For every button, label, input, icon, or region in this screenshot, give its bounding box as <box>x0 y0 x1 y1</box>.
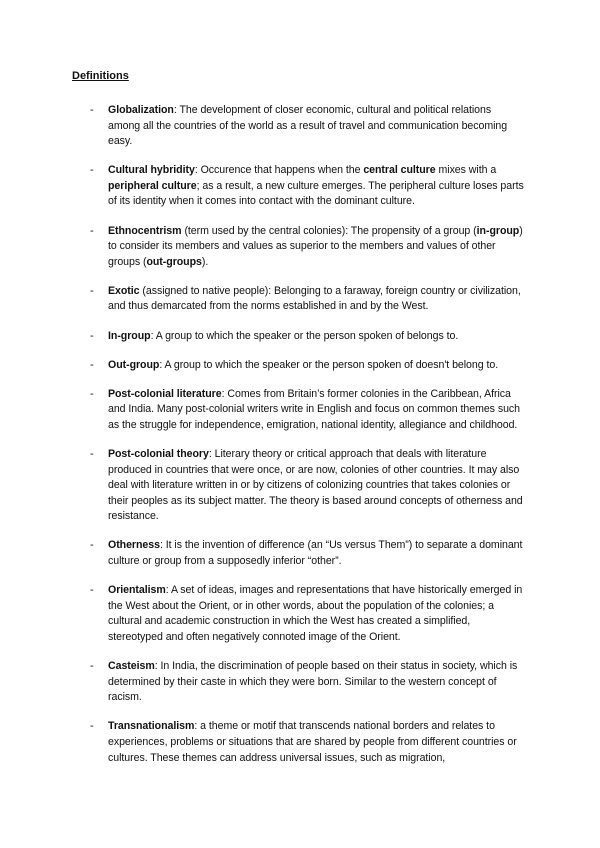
term-label: Post-colonial theory <box>108 448 209 460</box>
term-label: Orientalism <box>108 584 166 597</box>
definition-text: Transnationalism: a theme or motif that transcends national borders and relates to experiences, problems or situations that are shared by people from different countries or cultures. These themes can address universal issues, such as migration, <box>108 720 517 764</box>
bullet-dash: - <box>90 329 94 342</box>
definition-body: A group to which the speaker or the person spoken of doesn't belong to. <box>164 358 499 371</box>
definition-text <box>108 284 526 315</box>
emphasis-central-culture: central culture <box>363 164 436 177</box>
bullet-dash: - <box>90 660 94 673</box>
definition-body: In India, the discrimination of people based on their status in society, which is determined by their caste in which they were born. Similar to the western concept of racism. <box>108 660 518 704</box>
list-item-post-colonial-theory <box>0 447 600 525</box>
definition-body: Literary theory or critical approach that deals with literature produced in countries that were once, or are now, colonies of other countries. It may also deal with literature written in or by citizens of colonizing countries that takes colonies or their peoples as its subject matter. The theory is based around concepts of otherness and resistance. <box>108 448 523 523</box>
definition-text: In-group: A group to which the speaker or the person spoken of belongs to. <box>108 329 459 342</box>
bullet-dash: - <box>90 720 94 733</box>
definition-body: It is the invention of difference (an “Us versus Them”) to separate a dominant culture or group from a supposedly inferior “other”. <box>108 539 523 568</box>
term-label: Cultural hybridity <box>108 164 195 177</box>
bullet-dash: - <box>90 284 94 297</box>
definition-body: (assigned to native people): Belonging to a faraway, foreign country or civilization, and thus demarcated from the norms established in and by the West. <box>108 284 521 313</box>
emphasis-in-group: in-group <box>476 224 520 237</box>
definition-body: The development of closer economic, cultural and political relations among all the countries of the world as a result of travel and communication becoming easy. <box>108 104 508 148</box>
term-label: In-group <box>108 329 151 342</box>
list-item-exotic <box>0 284 600 315</box>
term-label: Exotic <box>108 284 140 297</box>
page-heading: Definitions <box>72 70 129 82</box>
bullet-dash: - <box>90 539 94 552</box>
list-item-ethnocentrism <box>0 224 600 271</box>
definition-body: A set of ideas, images and representations that have historically emerged in the West about the Orient, or in other words, about the population of the colonies; a cultural and academic construction in which the West has created a simplified, stereotyped and often negatively connoted image of the Orient. <box>108 584 523 643</box>
bullet-dash: - <box>90 584 94 597</box>
definition-text: Cultural hybridity: Occurence that happens when the central culture mixes with a peripheral culture; as a result, a new culture emerges. The peripheral culture loses parts of its identity when it comes into contact with the dominant culture. <box>108 164 524 208</box>
term-label: Otherness <box>108 539 160 552</box>
list-item-casteism <box>0 659 600 706</box>
bullet-dash: - <box>90 164 94 177</box>
term-label: Post-colonial literature <box>108 387 222 400</box>
list-item-out-group <box>0 358 600 374</box>
definitions-list <box>0 103 600 780</box>
bullet-dash: - <box>90 104 94 116</box>
term-label: Ethnocentrism <box>108 224 182 237</box>
list-item-post-colonial-literature <box>0 387 600 434</box>
term-label: Casteism <box>108 660 155 673</box>
list-item-otherness <box>0 538 600 569</box>
term-label: Globalization <box>108 104 174 116</box>
definition-body: A group to which the speaker or the person spoken of belongs to. <box>155 329 459 342</box>
list-item-globalization <box>0 103 600 150</box>
list-item-in-group <box>0 329 600 345</box>
definition-text: Out-group: A group to which the speaker or the person spoken of doesn't belong to. <box>108 358 499 371</box>
bullet-dash: - <box>90 358 94 371</box>
emphasis-peripheral-culture: peripheral culture <box>108 179 197 192</box>
term-label: Out-group <box>108 358 160 371</box>
definition-text: Ethnocentrism (term used by the central colonies): The propensity of a group (in-group) to consider its members and values as superior to the members and values of other groups (out-groups). <box>108 224 523 268</box>
list-item-cultural-hybridity <box>0 163 600 210</box>
list-item-orientalism <box>0 583 600 645</box>
definition-text: Casteism: In India, the discrimination of people based on their status in society, which is determined by their caste in which they were born. Similar to the western concept of racism. <box>108 660 518 704</box>
definition-text: Otherness: It is the invention of difference (an “Us versus Them”) to separate a dominant culture or group from a supposedly inferior “other”. <box>108 539 523 568</box>
term-label: Transnationalism <box>108 720 195 733</box>
bullet-dash: - <box>90 224 94 237</box>
definition-text: Post-colonial theory: Literary theory or critical approach that deals with literature produced in countries that were once, or are now, colonies of other countries. It may also deal with literature written in or by citizens of colonizing countries that takes colonies or their peoples as its subject matter. The theory is based around concepts of otherness and resistance. <box>108 448 523 523</box>
definition-body: Comes from Britain’s former colonies in the Caribbean, Africa and India. Many post-colonial writers write in English and focus on common themes such as the struggle for independence, emigration, national identity, allegiance and childhood. <box>108 387 521 431</box>
bullet-dash: - <box>90 448 94 460</box>
definition-text: Orientalism: A set of ideas, images and representations that have historically emerged in the West about the Orient, or in other words, about the population of the colonies; a cultural and academic construction in which the West has created a simplified, stereotyped and often negatively connoted image of the Orient. <box>108 584 523 643</box>
definition-text: Post-colonial literature: Comes from Britain’s former colonies in the Caribbean, Africa and India. Many post-colonial writers write in English and focus on common themes such as the struggle for independence, emigration, national identity, allegiance and childhood. <box>108 387 521 431</box>
bullet-dash: - <box>90 387 94 400</box>
definition-text: Globalization: The development of closer economic, cultural and political relations among all the countries of the world as a result of travel and communication becoming easy. <box>108 104 508 148</box>
list-item-transnationalism <box>0 719 600 766</box>
definition-body: a theme or motif that transcends national borders and relates to experiences, problems or situations that are shared by people from different countries or cultures. These themes can address universal issues, such as migration, <box>108 720 517 764</box>
emphasis-out-groups: out-groups <box>146 255 202 268</box>
